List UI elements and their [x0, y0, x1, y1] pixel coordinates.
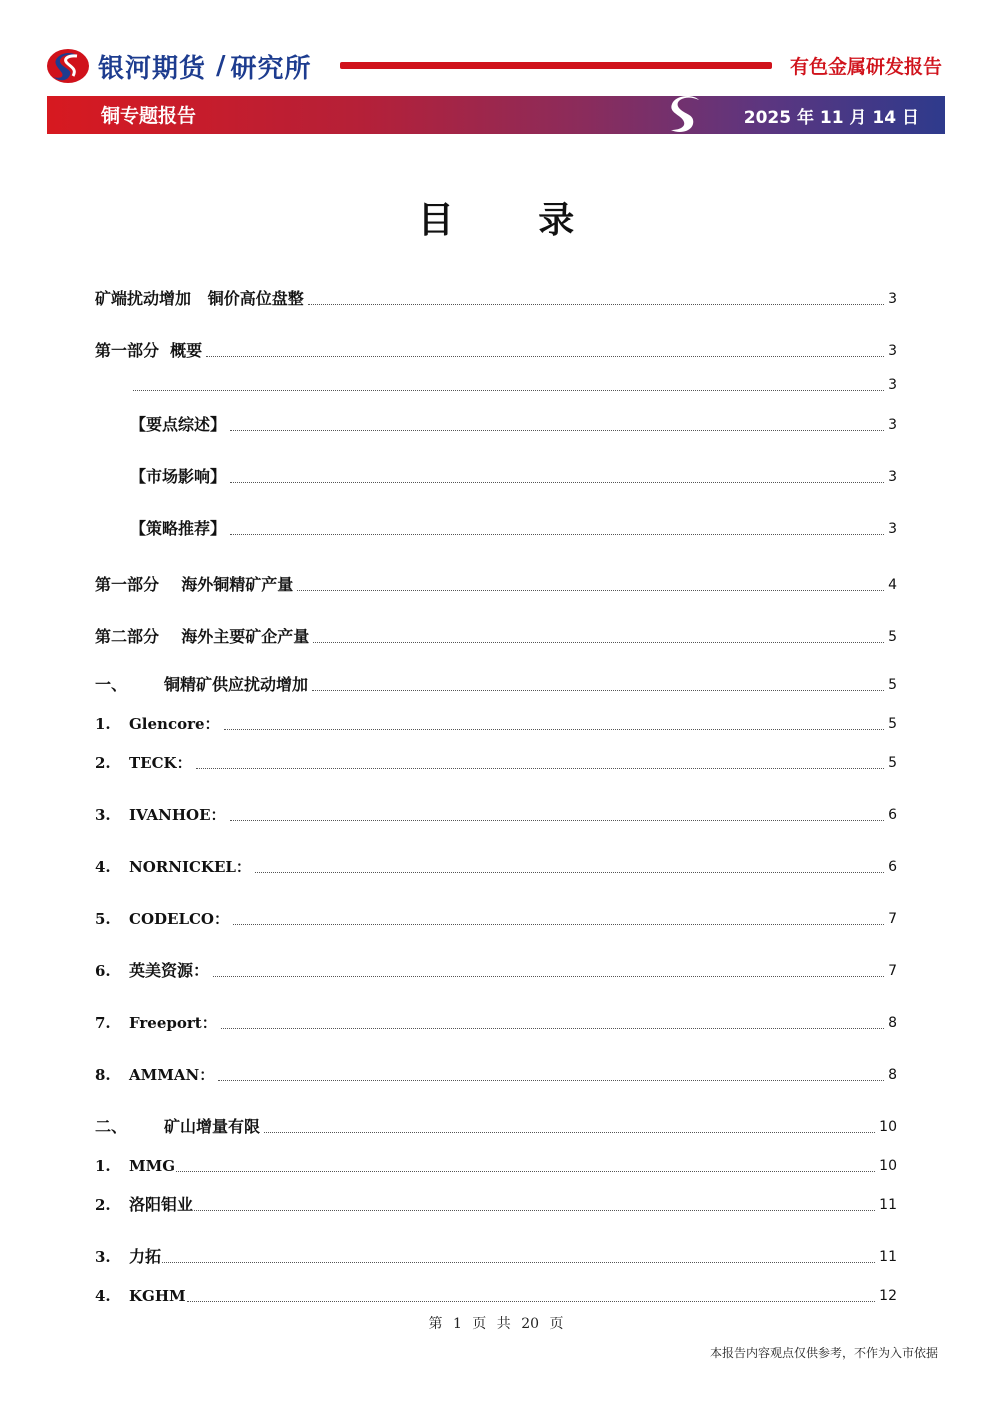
toc-entry-number: 2.	[95, 1196, 111, 1214]
toc-entry-page: 7	[888, 963, 897, 979]
toc-entry[interactable]	[130, 518, 897, 540]
toc-entry-page: 8	[888, 1015, 897, 1031]
toc-entry[interactable]	[95, 856, 897, 878]
toc-leader-dots	[206, 356, 884, 357]
toc-entry-page: 7	[888, 911, 897, 927]
toc-entry-page: 4	[888, 577, 897, 593]
toc-entry[interactable]	[95, 288, 897, 310]
toc-entry[interactable]	[95, 340, 897, 362]
toc-entry-page: 11	[879, 1197, 897, 1213]
page-number: 第 1 页 共 20 页	[428, 1316, 564, 1332]
toc-leader-dots	[176, 1171, 875, 1172]
toc-entry-page: 3	[888, 343, 897, 359]
institute-name: 研究所	[230, 53, 312, 84]
brand-divider: /	[216, 51, 227, 81]
toc-entry-label: 第一部分 海外铜精矿产量	[95, 575, 294, 594]
toc-entry[interactable]	[95, 908, 897, 930]
toc-leader-dots	[213, 976, 884, 977]
toc-entry-label: Glencore：	[129, 715, 220, 733]
toc-entry-number: 3.	[95, 1248, 111, 1266]
toc-title: 目 录	[417, 200, 611, 241]
toc-leader-dots	[230, 430, 884, 431]
toc-leader-dots	[230, 820, 885, 821]
toc-entry-page: 3	[888, 377, 897, 393]
toc-entry-number: 4.	[95, 858, 111, 876]
toc-entry-page: 3	[888, 417, 897, 433]
toc-entry-page: 3	[888, 291, 897, 307]
report-date: 2025 年 11 月 14 日	[743, 108, 919, 128]
toc-entry[interactable]	[95, 1246, 897, 1268]
swirl-s-icon	[665, 94, 709, 136]
toc-entry-label: 洛阳钼业	[129, 1195, 194, 1214]
toc-leader-dots	[133, 390, 884, 391]
toc-entry-number: 二、	[95, 1117, 128, 1136]
toc-entry-page: 5	[888, 677, 897, 693]
toc-entry-number: 6.	[95, 962, 111, 980]
toc-entry-label: NORNICKEL：	[129, 858, 251, 876]
toc-entry-page: 12	[879, 1288, 897, 1304]
toc-entry-number: 一、	[95, 675, 128, 694]
toc-entry-label: CODELCO：	[129, 910, 229, 928]
toc-leader-dots	[233, 924, 884, 925]
toc-leader-dots	[255, 872, 884, 873]
toc-entry-number: 1.	[95, 715, 111, 733]
toc-entry[interactable]	[95, 626, 897, 648]
toc-leader-dots	[218, 1080, 884, 1081]
toc-entry-label: KGHM	[129, 1287, 186, 1305]
toc-entry-label: MMG	[129, 1157, 176, 1175]
toc-entry-label: 力拓	[129, 1247, 162, 1266]
toc-entry[interactable]	[95, 1116, 897, 1138]
brand-title	[98, 48, 312, 84]
toc-entry-page: 10	[879, 1158, 897, 1174]
toc-leader-dots	[196, 768, 885, 769]
toc-entry[interactable]	[95, 804, 897, 826]
toc-entry[interactable]	[130, 466, 897, 488]
toc-entry-page: 10	[879, 1119, 897, 1135]
toc-leader-dots	[194, 1210, 875, 1211]
toc-entry[interactable]	[95, 1012, 897, 1034]
toc-leader-dots	[230, 482, 884, 483]
toc-entry[interactable]	[95, 960, 897, 982]
toc-entry-page: 8	[888, 1067, 897, 1083]
toc-entry[interactable]	[95, 1064, 897, 1086]
toc-entry-label: 矿端扰动增加 铜价高位盘整	[95, 289, 304, 308]
toc-entry[interactable]	[95, 574, 897, 596]
toc-entry-page: 3	[888, 469, 897, 485]
toc-entry-page: 6	[888, 807, 897, 823]
toc-entry[interactable]	[95, 1285, 897, 1307]
toc-leader-dots	[162, 1262, 875, 1263]
toc-entry-page: 5	[888, 629, 897, 645]
toc-entry[interactable]	[95, 1194, 897, 1216]
toc-leader-dots	[187, 1301, 876, 1302]
toc-entry-number: 8.	[95, 1066, 111, 1084]
toc-entry-number: 7.	[95, 1014, 111, 1032]
toc-leader-dots	[264, 1132, 875, 1133]
toc-leader-dots	[224, 729, 885, 730]
header-red-rule	[340, 62, 772, 69]
toc-entry-label: AMMAN：	[129, 1066, 215, 1084]
toc-entry-page: 5	[888, 716, 897, 732]
toc-entry-number: 5.	[95, 910, 111, 928]
toc-entry-label: 铜精矿供应扰动增加	[164, 675, 309, 694]
toc-leader-dots	[221, 1028, 884, 1029]
toc-leader-dots	[297, 590, 884, 591]
toc-entry[interactable]	[95, 713, 897, 735]
header-banner	[47, 96, 945, 134]
toc-entry-page: 6	[888, 859, 897, 875]
toc-leader-dots	[230, 534, 884, 535]
toc-entry[interactable]	[95, 674, 897, 696]
toc-entry-label: IVANHOE：	[129, 806, 226, 824]
report-type: 有色金属研发报告	[789, 56, 942, 78]
toc-entry[interactable]	[95, 1155, 897, 1177]
toc-leader-dots	[312, 690, 884, 691]
toc-entry-page: 11	[879, 1249, 897, 1265]
toc-entry-label: 【市场影响】	[130, 467, 227, 486]
galaxy-logo-icon	[46, 47, 90, 85]
toc-entry-number: 4.	[95, 1287, 111, 1305]
toc-entry-page: 5	[888, 755, 897, 771]
toc-entry-label: Freeport：	[129, 1014, 217, 1032]
toc-entry-number: 1.	[95, 1157, 111, 1175]
toc-entry-number: 3.	[95, 806, 111, 824]
brand-name: 银河期货	[98, 53, 207, 84]
disclaimer: 本报告内容观点仅供参考，不作为入市依据	[709, 1346, 938, 1360]
toc-entry-label: 矿山增量有限	[164, 1117, 261, 1136]
banner-title: 铜专题报告	[101, 105, 197, 127]
toc-entry[interactable]	[95, 752, 897, 774]
toc-entry-number: 2.	[95, 754, 111, 772]
toc-entry[interactable]	[133, 374, 897, 396]
toc-entry-label: 第二部分 海外主要矿企产量	[95, 627, 310, 646]
toc-entry-label: 第一部分 概要	[95, 341, 203, 360]
toc-entry-label: 【要点综述】	[130, 415, 227, 434]
toc-leader-dots	[313, 642, 884, 643]
toc-entry-label: 【策略推荐】	[130, 519, 227, 538]
toc-entry[interactable]	[130, 414, 897, 436]
toc-leader-dots	[308, 304, 884, 305]
toc-entry-label: 英美资源：	[129, 961, 210, 980]
toc-entry-label: TECK：	[129, 754, 192, 772]
toc-entry-page: 3	[888, 521, 897, 537]
